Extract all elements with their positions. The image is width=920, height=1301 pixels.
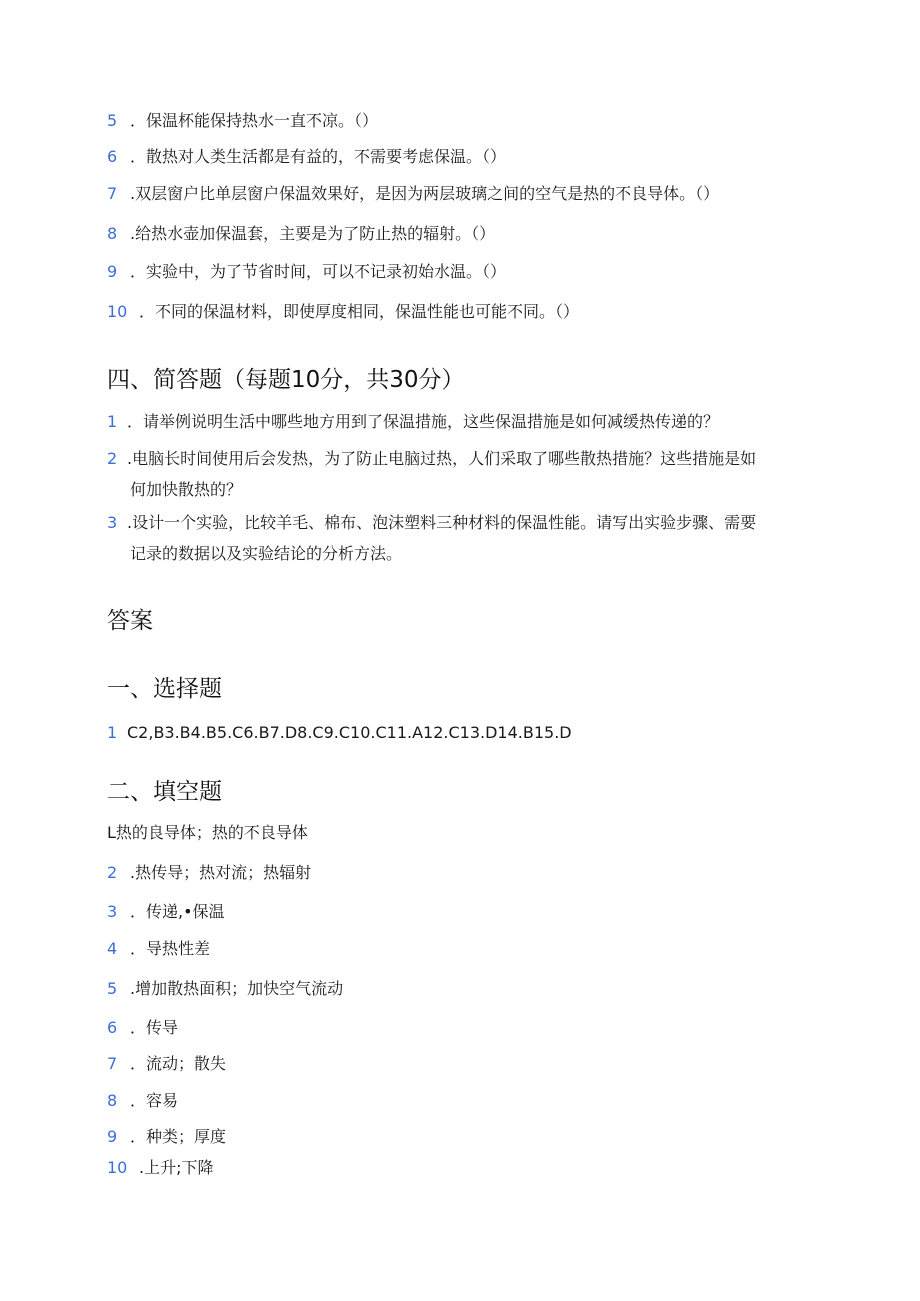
item-text: .双层窗户比单层窗户保温效果好，是因为两层玻璃之间的空气是热的不良导体。（） [130, 184, 720, 203]
fill-answer-7 [107, 1054, 226, 1074]
fill-answer-1 [107, 823, 308, 843]
judge-item-7 [107, 184, 719, 204]
item-number: 3 [107, 902, 118, 921]
short-answer-item-3 [107, 507, 807, 569]
fill-answer-6 [107, 1018, 178, 1038]
item-text: .热传导；热对流；热辐射 [130, 863, 312, 882]
item-number: 8 [107, 1091, 118, 1110]
item-text: ．导热性差 [130, 939, 211, 958]
item-text: ．种类；厚度 [130, 1127, 227, 1146]
judge-item-9 [107, 262, 506, 282]
judge-item-5 [107, 111, 378, 131]
judge-item-6 [107, 147, 506, 167]
short-answer-item-2 [107, 443, 807, 505]
fill-answer-4 [107, 939, 210, 959]
item-text: ．传导 [130, 1018, 179, 1037]
fill-answer-5 [107, 979, 343, 999]
item-text: ．流动；散失 [130, 1054, 227, 1073]
item-text: ．传递,•保温 [130, 902, 225, 921]
item-text: L热的良导体；热的不良导体 [107, 823, 308, 842]
judge-item-8 [107, 224, 495, 244]
item-number: 7 [107, 184, 118, 203]
item-text: ．保温杯能保持热水一直不凉。（） [130, 111, 379, 130]
item-text: .给热水壶加保温套，主要是为了防止热的辐射。（） [130, 224, 496, 243]
item-number: 7 [107, 1054, 118, 1073]
item-text: ．实验中，为了节省时间，可以不记录初始水温。（） [130, 262, 507, 281]
fill-answer-9 [107, 1127, 226, 1147]
item-number: 4 [107, 939, 118, 958]
fill-answer-8 [107, 1091, 178, 1111]
answer-choice-line [107, 723, 572, 743]
item-text: ．容易 [130, 1091, 179, 1110]
item-number: 8 [107, 224, 118, 243]
item-text: ．散热对人类生活都是有益的，不需要考虑保温。（） [130, 147, 507, 166]
item-text: ．不同的保温材料，即使厚度相同，保温性能也可能不同。（） [139, 302, 580, 321]
item-number: 10 [107, 1158, 128, 1177]
item-text-line2: 记录的数据以及实验结论的分析方法。 [130, 544, 403, 563]
fill-answer-10 [107, 1158, 213, 1178]
item-text: .增加散热面积；加快空气流动 [130, 979, 344, 998]
item-text-line2: 何加快散热的？ [130, 480, 243, 499]
fill-answer-2 [107, 863, 311, 883]
item-number: 1 [107, 723, 118, 742]
item-number: 6 [107, 1018, 118, 1037]
choice-answers: C2,B3.B4.B5.C6.B7.D8.C9.C10.C11.A12.C13.D14.B15.D [127, 723, 572, 742]
item-number: 9 [107, 1127, 118, 1146]
item-number: 2 [107, 449, 118, 468]
item-text: .上升;下降 [139, 1158, 214, 1177]
item-number: 5 [107, 979, 118, 998]
short-answer-item-1 [107, 412, 719, 432]
answer-section2-heading: 二、填空题 [107, 779, 222, 805]
item-number: 10 [107, 302, 128, 321]
item-text-line1: .电脑长时间使用后会发热，为了防止电脑过热，人们采取了哪些散热措施？这些措施是如 [127, 449, 757, 468]
item-number: 9 [107, 262, 118, 281]
item-number: 5 [107, 111, 118, 130]
judge-item-10 [107, 302, 579, 322]
item-number: 1 [107, 412, 118, 431]
answer-heading: 答案 [107, 608, 153, 634]
item-text-line1: .设计一个实验，比较羊毛、棉布、泡沫塑料三种材料的保温性能。请写出实验步骤、需要 [127, 513, 757, 532]
item-text: ．请举例说明生活中哪些地方用到了保温措施，这些保温措施是如何减缓热传递的？ [127, 412, 720, 431]
item-number: 3 [107, 513, 118, 532]
item-number: 2 [107, 863, 118, 882]
fill-answer-3 [107, 902, 225, 922]
answer-section1-heading: 一、选择题 [107, 676, 222, 702]
section4-heading: 四、简答题（每题10分，共30分） [107, 367, 465, 393]
item-number: 6 [107, 147, 118, 166]
